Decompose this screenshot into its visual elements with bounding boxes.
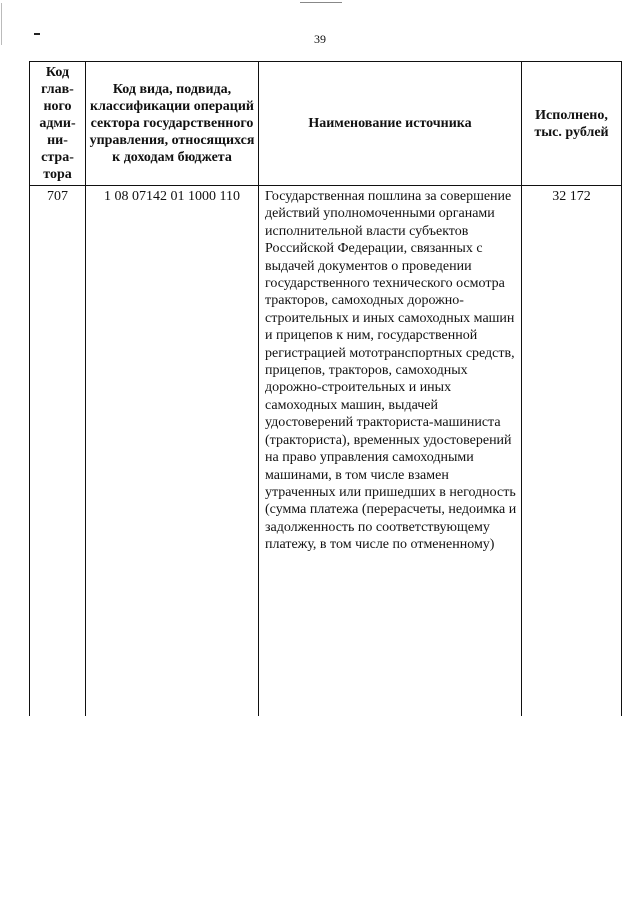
cell-source-name: Государственная пошлина за совершение действий уполномоченными органами исполнительной власти субъектов Российской Федерации, связанных с выдачей документов о проведении государственного технического осмотра тракторов, самоходных дорожно-строительных и иных самоходных машин и прицепов к ним, государственной регистрацией мототранспортных средств, прицепов, тракторов, самоходных дорожно-строительных и иных самоходных машин, выдачей удостоверений тракториста-машиниста (тракториста), временных удостоверений на право управления самоходными машинами, в том числе взамен утраченных или пришедших в негодность (сумма платежа (перерасчеты, недоимка и задолженность по соответствующему платежу, в том числе по отмененному) bbox=[259, 186, 522, 717]
header-classification-code: Код вида, подвида, классификации операций сектора государственного управления, относящихся к доходам бюджета bbox=[86, 62, 259, 186]
cell-amount: 32 172 bbox=[522, 186, 622, 717]
revenue-table bbox=[29, 61, 622, 716]
page-number: 39 bbox=[314, 32, 326, 46]
table-row bbox=[30, 186, 622, 717]
table-header-row bbox=[30, 62, 622, 186]
cell-admin-code: 707 bbox=[30, 186, 86, 717]
scan-artifact-top bbox=[300, 2, 342, 3]
cell-classification-code: 1 08 07142 01 1000 110 bbox=[86, 186, 259, 717]
header-admin-code: Код глав-ного адми-ни-стра-тора bbox=[30, 62, 86, 186]
header-amount: Исполнено, тыс. рублей bbox=[522, 62, 622, 186]
header-source-name: Наименование источника bbox=[259, 62, 522, 186]
